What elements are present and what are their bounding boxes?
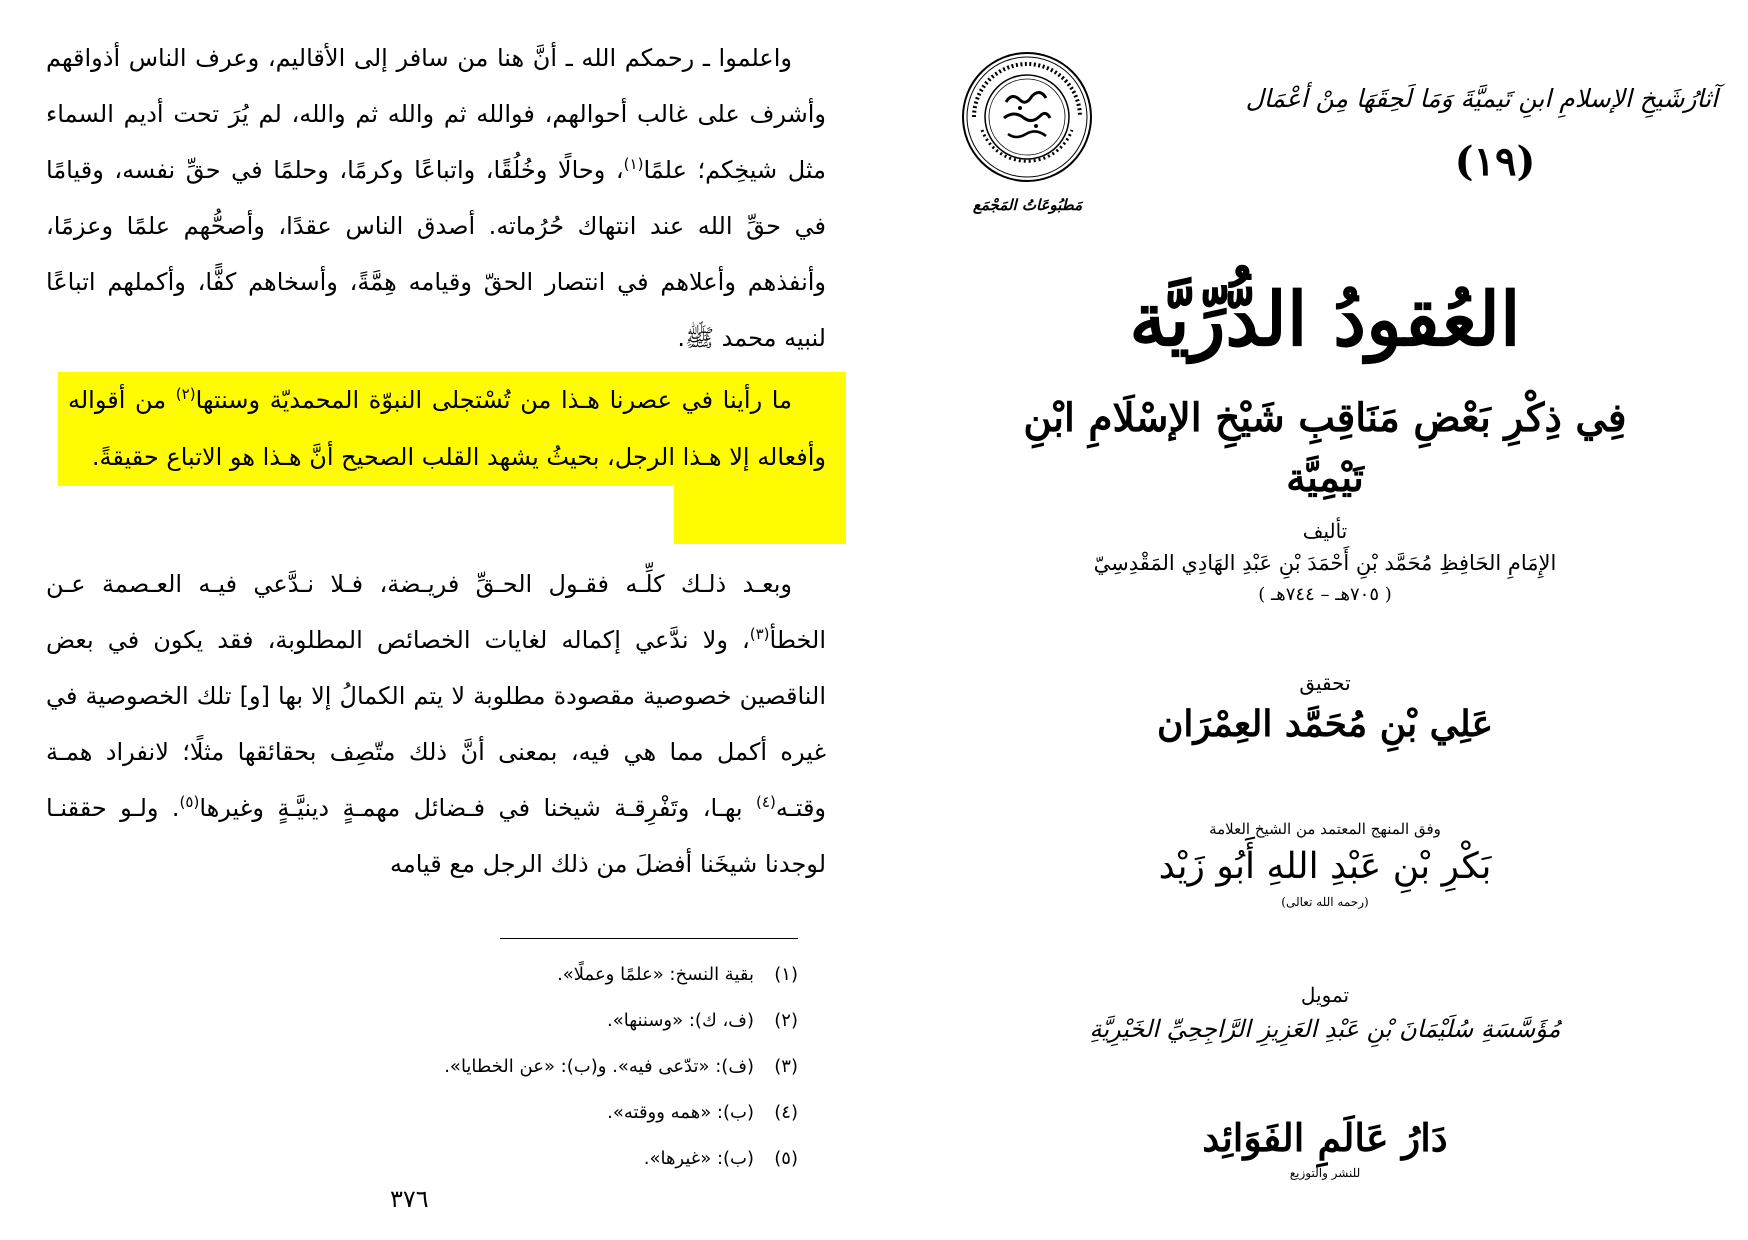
- paragraph-2: [68, 372, 826, 486]
- supervision-note: وفق المنهج المعتمد من الشيخ العلامة: [1209, 820, 1441, 838]
- footnote-number: (٤): [774, 1102, 798, 1123]
- footnote-item: [98, 1136, 798, 1182]
- supervisor-prayer: (رحمه الله تعالى): [1281, 895, 1369, 909]
- footnote-ref-4: (٤): [756, 793, 776, 811]
- paragraph-3: [46, 556, 826, 892]
- page-number: ٣٧٦: [390, 1185, 429, 1213]
- footnote-item: [98, 1090, 798, 1136]
- editing-label: تحقيق: [1299, 671, 1351, 695]
- paragraph-3-continuation: ، ولا ندَّعي إكماله لغايات الخصائص المطلوبة، فقد يكون في بعض الناقصين خصوصية مقصودة مطلوبة لا يتم الكمالُ إلا بها [و] تلك الخصوصية في غيره أكمل مما هي فيه، بمعنى أنَّ ذلك متّصِف بحقائقها مثلًا؛ لانفراد همـة وقتـه: [46, 626, 827, 822]
- paragraph-3-continuation-3: . ولـو حققنـا لوجدنا شيخَنا أفضلَ من ذلك الرجل مع قيامه: [46, 794, 826, 878]
- editor-block: [1020, 668, 1630, 750]
- footnote-ref-3: (٣): [749, 625, 770, 643]
- highlighted-paragraph: [58, 372, 846, 544]
- book-subtitle: فِي ذِكْرِ بَعْضِ مَنَاقِبِ شَيْخِ الإسْلَامِ ابْنِ تَيْمِيَّة: [1023, 395, 1627, 501]
- paragraph-2-continuation: من أقواله وأفعاله إلا هـذا الرجل، بحيثُ يشهد القلب الصحيح أنَّ هـذا هو الاتباع حقيقةً.: [68, 386, 826, 471]
- authorship-label: تأليف: [1302, 519, 1348, 543]
- footnote-text: (ف): «تدّعى فيه». و(ب): «عن الخطايا».: [444, 1056, 754, 1077]
- academy-seal-icon: [960, 50, 1094, 184]
- emblem-caption: مَطبُوعَاتُ المَجْمَع: [972, 196, 1083, 214]
- paragraph-1: [46, 30, 826, 366]
- footnotes-list: [98, 952, 798, 1182]
- paragraph-1-continuation: ، وحالًا وخُلُقًا، واتباعًا وكرمًا، وحلمًا في حقِّ نفسه، وقيامًا في حقِّ الله عند انتهاك حُرُماته. أصدق الناس عقدًا، وأصحُّهم علمًا وعزمًا، وأنفذهم وأعلاهم في انتصار الحقّ وقيامه هِمَّةً، وأسخاهم كفًّا، وأكملهم اتباعًا لنبيه محمد ﷺ.: [46, 156, 826, 352]
- footnote-ref-5: (٥): [179, 793, 200, 811]
- footnote-number: (٣): [774, 1056, 798, 1077]
- editor-name: عَلِي بْنِ مُحَمَّد العِمْرَان: [1156, 703, 1494, 745]
- publisher-block: [1020, 1112, 1630, 1182]
- funding-block: [1020, 980, 1630, 1048]
- title-page: [880, 0, 1748, 1240]
- footnote-number: (٢): [774, 1010, 798, 1031]
- footnote-number: (٥): [774, 1148, 798, 1169]
- funding-label: تمويل: [1300, 983, 1350, 1007]
- footnote-item: [98, 1044, 798, 1090]
- paragraph-3-text: وبعـد ذلـك كلِّـه فقـول الحـقِّ فريـضة، فـلا نـدَّعي فيـه العـصمة عـن الخطأ: [46, 570, 826, 654]
- funder-name: مُؤَسَّسَةِ سُلَيْمَانَ بْنِ عَبْدِ العَزِيزِ الرَّاجِحِيِّ الخَيْرِيَّةِ: [1089, 1015, 1561, 1043]
- paragraph-1-text: واعلموا ـ رحمكم الله ـ أنَّ هنا من سافر إلى الأقاليم، وعرف الناس أذواقهم وأشرف على غالب أحوالهم، فوالله ثم والله ثم والله، لم يُرَ تحت أديم السماء مثل شيخِكم؛ علمًا: [46, 44, 826, 184]
- footnote-divider: [500, 938, 798, 939]
- paragraph-2-text: ما رأينا في عصرنا هـذا من تُسْتجلى النبوّة المحمديّة وسنتها: [195, 386, 792, 414]
- footnote-item: [98, 952, 798, 998]
- footnote-text: (ب): «همه ووقته».: [607, 1102, 754, 1123]
- authorship-block: [1020, 516, 1630, 610]
- supervision-block: [1020, 816, 1630, 912]
- footnote-ref-2: (٢): [175, 385, 196, 403]
- highlight-row-3: [674, 486, 846, 544]
- footnote-text: (ف، ك): «وسننها».: [606, 1010, 754, 1031]
- paragraph-3-continuation-2: بهـا، وتَفْرِقـة شيخنا في فـضائل مهمـةٍ دينيَّـةٍ وغيرها: [199, 794, 757, 822]
- series-number: (١٩): [1454, 138, 1536, 185]
- supervisor-name: بَكْرِ بْنِ عَبْدِ اللهِ أَبُو زَيْد: [1158, 846, 1492, 887]
- footnote-number: (١): [774, 964, 798, 985]
- book-title: العُقودُ الدُّرِّيَّة: [1129, 277, 1521, 363]
- series-title: آثارُشَيخِ الإسلامِ ابنِ تَيميَّةَ وَمَا لَحِقَهَا مِنْ أعْمَال: [1245, 84, 1718, 113]
- author-name: الإِمَامِ الحَافِظِ مُحَمَّد بْنِ أَحْمَدَ بْنِ عَبْدِ الهَادِي المَقْدِسِيّ: [1093, 551, 1557, 575]
- author-dates: ( ٧٠٥هـ – ٧٤٤هـ ): [1258, 584, 1392, 605]
- footnote-item: [98, 998, 798, 1044]
- publisher-name: دَارُ عَالَمِ الفَوَائِد: [1202, 1115, 1448, 1160]
- footnote-text: بقية النسخ: «علمًا وعملًا».: [557, 964, 754, 985]
- publisher-subtitle: للنشر والتوزيع: [1289, 1166, 1361, 1180]
- footnote-text: (ب): «غيرها».: [643, 1148, 754, 1169]
- footnote-ref-1: (١): [623, 155, 644, 173]
